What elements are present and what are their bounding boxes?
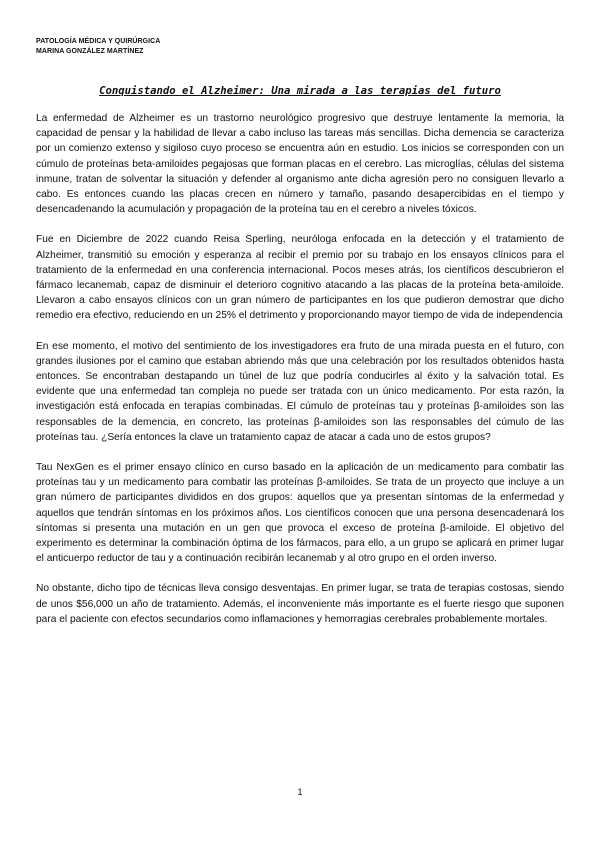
document-header: [36, 37, 160, 57]
paragraph-4: Tau NexGen es el primer ensayo clínico en curso basado en la aplicación de un medicamento para combatir las proteínas tau y un medicamento para combatir las proteínas β-amiloides. Se trata de un proyecto que incluye a un gran número de participantes divididos en dos grupos: aquellos que ya presentan síntomas de la enfermedad y aquellos que tendrán síntomas en los próximos años. Los científicos conocen que una persona desencadenará los síntomas si presenta una mutación en un gen que provoca el exceso de proteína β-amiloide. El objetivo del experimento es determinar la combinación óptima de los fármacos, para ello, a un grupo se aplicará en primer lugar el anticuerpo reductor de tau y a continuación recibirán lecanemab y al otro grupo en el orden inverso.: [36, 462, 564, 565]
paragraph-3: En ese momento, el motivo del sentimiento de los investigadores era fruto de una mirada puesta en el futuro, con grandes ilusiones por el camino que estaban abriendo más que una celebración por los resultados obtenidos hasta entonces. Se encontraban destapando un túnel de luz que podría conducirles al éxito y la salvación total. Es evidente que una enfermedad tan compleja no puede ser tratada con un único medicamento. Por esta razón, la investigación está enfocada en terapias combinadas. El cúmulo de proteínas tau y proteínas β-amiloides son las responsables de la demencia, en concreto, las proteínas β-amiloides son las responsables del cúmulo de las proteínas tau. ¿Sería entonces la clave un tratamiento capaz de atacar a cada uno de estos grupos?: [36, 340, 564, 443]
page-number: 1: [297, 787, 303, 797]
paragraph-1: La enfermedad de Alzheimer es un trastorno neurológico progresivo que destruye lentamente la memoria, la capacidad de pensar y la habilidad de llevar a cabo incluso las tareas más sencillas. Dicha demencia se caracteriza por un comienzo extenso y sigiloso cuyo proceso se encuentra aún en estudio. Los inicios se corresponden con un cúmulo de proteínas beta-amiloides pegajosas que forman placas en el cerebro. Las microglías, células del sistema inmune, tratan de solventar la situación y defender al organismo ante dicha agresión pero no consiguen llevarlo a cabo. Es entonces cuando las placas crecen en número y tamaño, pasando desapercibidas en el tiempo y desencadenando la acumulación y propagación de la proteína tau en el cerebro a niveles tóxicos.: [36, 113, 564, 216]
document-body: [36, 111, 564, 642]
header-author: MARINA GONZÁLEZ MARTÍNEZ: [36, 48, 144, 55]
paragraph-5: No obstante, dicho tipo de técnicas lleva consigo desventajas. En primer lugar, se trata de terapias costosas, siendo de unos $56,000 un año de tratamiento. Además, el inconveniente más importante es el fuerte riesgo que suponen para el paciente con efectos secundarios como inflamaciones y hemorragias cerebrales probablemente mortales.: [36, 583, 564, 625]
header-subject: PATOLOGÍA MÉDICA Y QUIRÚRGICA: [36, 38, 161, 45]
document-title: Conquistando el Alzheimer: Una mirada a las terapias del futuro: [99, 85, 501, 97]
paragraph-2: Fue en Diciembre de 2022 cuando Reisa Sperling, neuróloga enfocada en la detección y el tratamiento de Alzheimer, transmitió su emoción y esperanza al recibir el premio por su trabajo en los ensayos clínicos para el tratamiento de la enfermedad en una conferencia internacional. Pocos meses atrás, los científicos descubrieron el fármaco lecanemab, capaz de disminuir el deterioro cognitivo atacando a las placas de la proteína beta-amiloide. Llevaron a cabo ensayos clínicos con un gran número de participantes en los que pudieron demostrar que dicho remedio era efectivo, reduciendo en un 25% el detrimento y proporcionando mayor tiempo de vida de independencia: [36, 234, 564, 322]
